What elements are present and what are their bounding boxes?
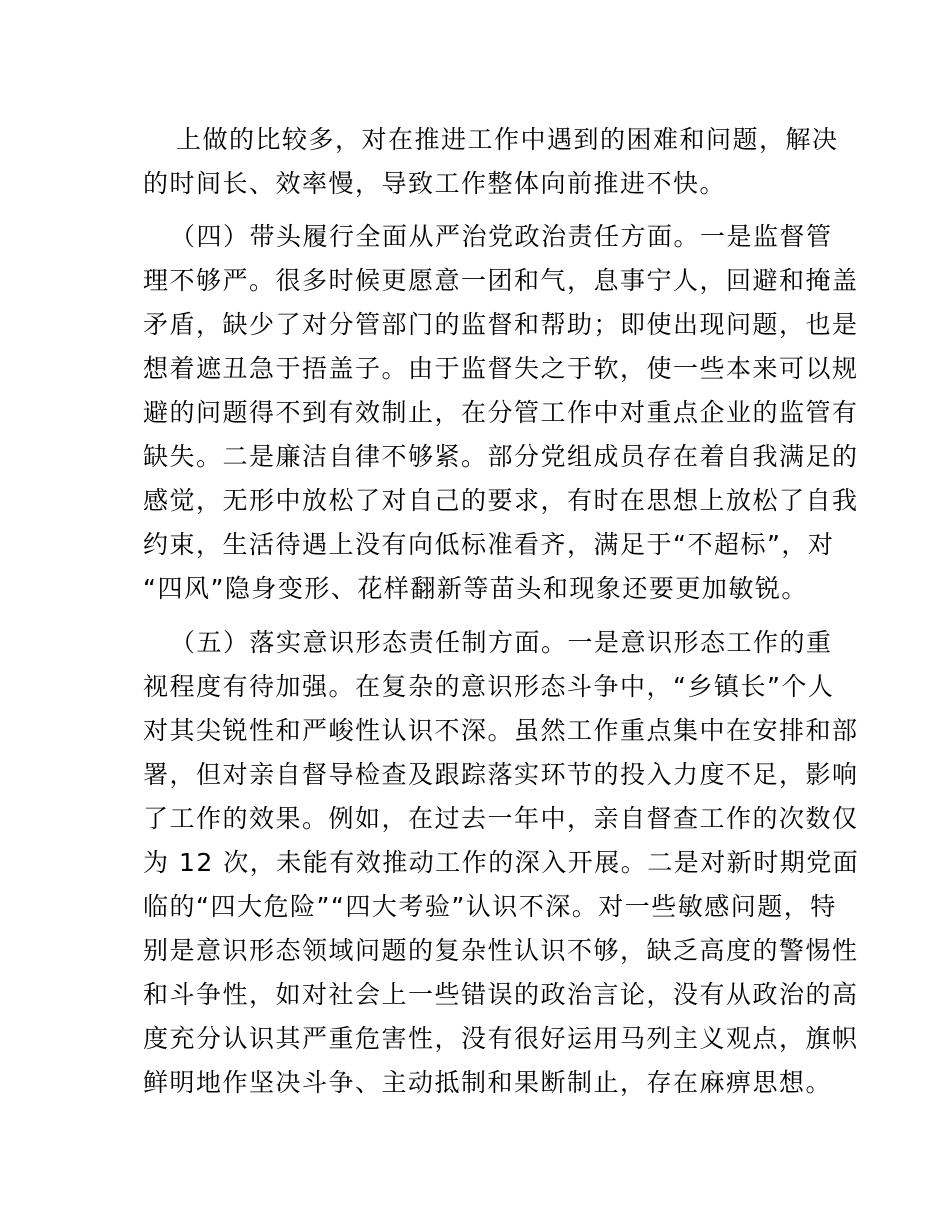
- paragraph-2-line-5: 避的问题得不到有效制止，在分管工作中对重点企业的监管有: [143, 398, 859, 427]
- paragraph-3-line-2: 视程度有待加强。在复杂的意识形态斗争中，“乡镇长”个人: [143, 672, 835, 701]
- paragraph-3-line-3: 对其尖锐性和严峻性认识不深。虽然工作重点集中在安排和部: [143, 716, 859, 745]
- paragraph-3-line-10: 度充分认识其严重危害性，没有很好运用马列主义观点，旗帜: [143, 1024, 859, 1053]
- paragraph-2-line-2: 理不够严。很多时候更愿意一团和气，息事宁人，回避和掩盖: [143, 266, 859, 295]
- paragraph-3-line-1: （五）落实意识形态责任制方面。一是意识形态工作的重: [170, 628, 833, 657]
- paragraph-2-line-6: 缺失。二是廉洁自律不够紧。部分党组成员存在着自我满足的: [143, 442, 859, 471]
- paragraph-3-line-9: 和斗争性，如对社会上一些错误的政治言论，没有从政治的高: [143, 980, 859, 1009]
- paragraph-3-line-8: 别是意识形态领域问题的复杂性认识不够，缺乏高度的警惕性: [143, 936, 859, 965]
- paragraph-3-line-5: 了工作的效果。例如，在过去一年中，亲自督查工作的次数仅: [143, 804, 859, 833]
- paragraph-2-line-4: 想着遮丑急于捂盖子。由于监督失之于软，使一些本来可以规: [143, 354, 859, 383]
- paragraph-3-line-6: 为 12 次，未能有效推动工作的深入开展。二是对新时期党面: [143, 848, 860, 877]
- paragraph-3-line-4: 署，但对亲自督导检查及跟踪落实环节的投入力度不足，影响: [143, 760, 859, 789]
- paragraph-2-line-3: 矛盾，缺少了对分管部门的监督和帮助；即使出现问题，也是: [143, 310, 859, 339]
- paragraph-3-line-7: 临的“四大危险”“四大考验”认识不深。对一些敏感问题，特: [143, 892, 837, 921]
- paragraph-2-line-8: 约束，生活待遇上没有向低标准看齐，满足于“不超标”，对: [143, 530, 835, 559]
- paragraph-3-line-11: 鲜明地作坚决斗争、主动抵制和果断制止，存在麻痹思想。: [143, 1068, 833, 1097]
- paragraph-1-line-1: 上做的比较多，对在推进工作中遇到的困难和问题，解决: [176, 125, 839, 154]
- paragraph-2-line-1: （四）带头履行全面从严治党政治责任方面。一是监督管: [170, 222, 833, 251]
- paragraph-1-line-2: 的时间长、效率慢，导致工作整体向前推进不快。: [143, 169, 727, 198]
- paragraph-2-line-7: 感觉，无形中放松了对自己的要求，有时在思想上放松了自我: [143, 486, 859, 515]
- paragraph-2-line-9: “四风”隐身变形、花样翻新等苗头和现象还要更加敏锐。: [143, 574, 808, 603]
